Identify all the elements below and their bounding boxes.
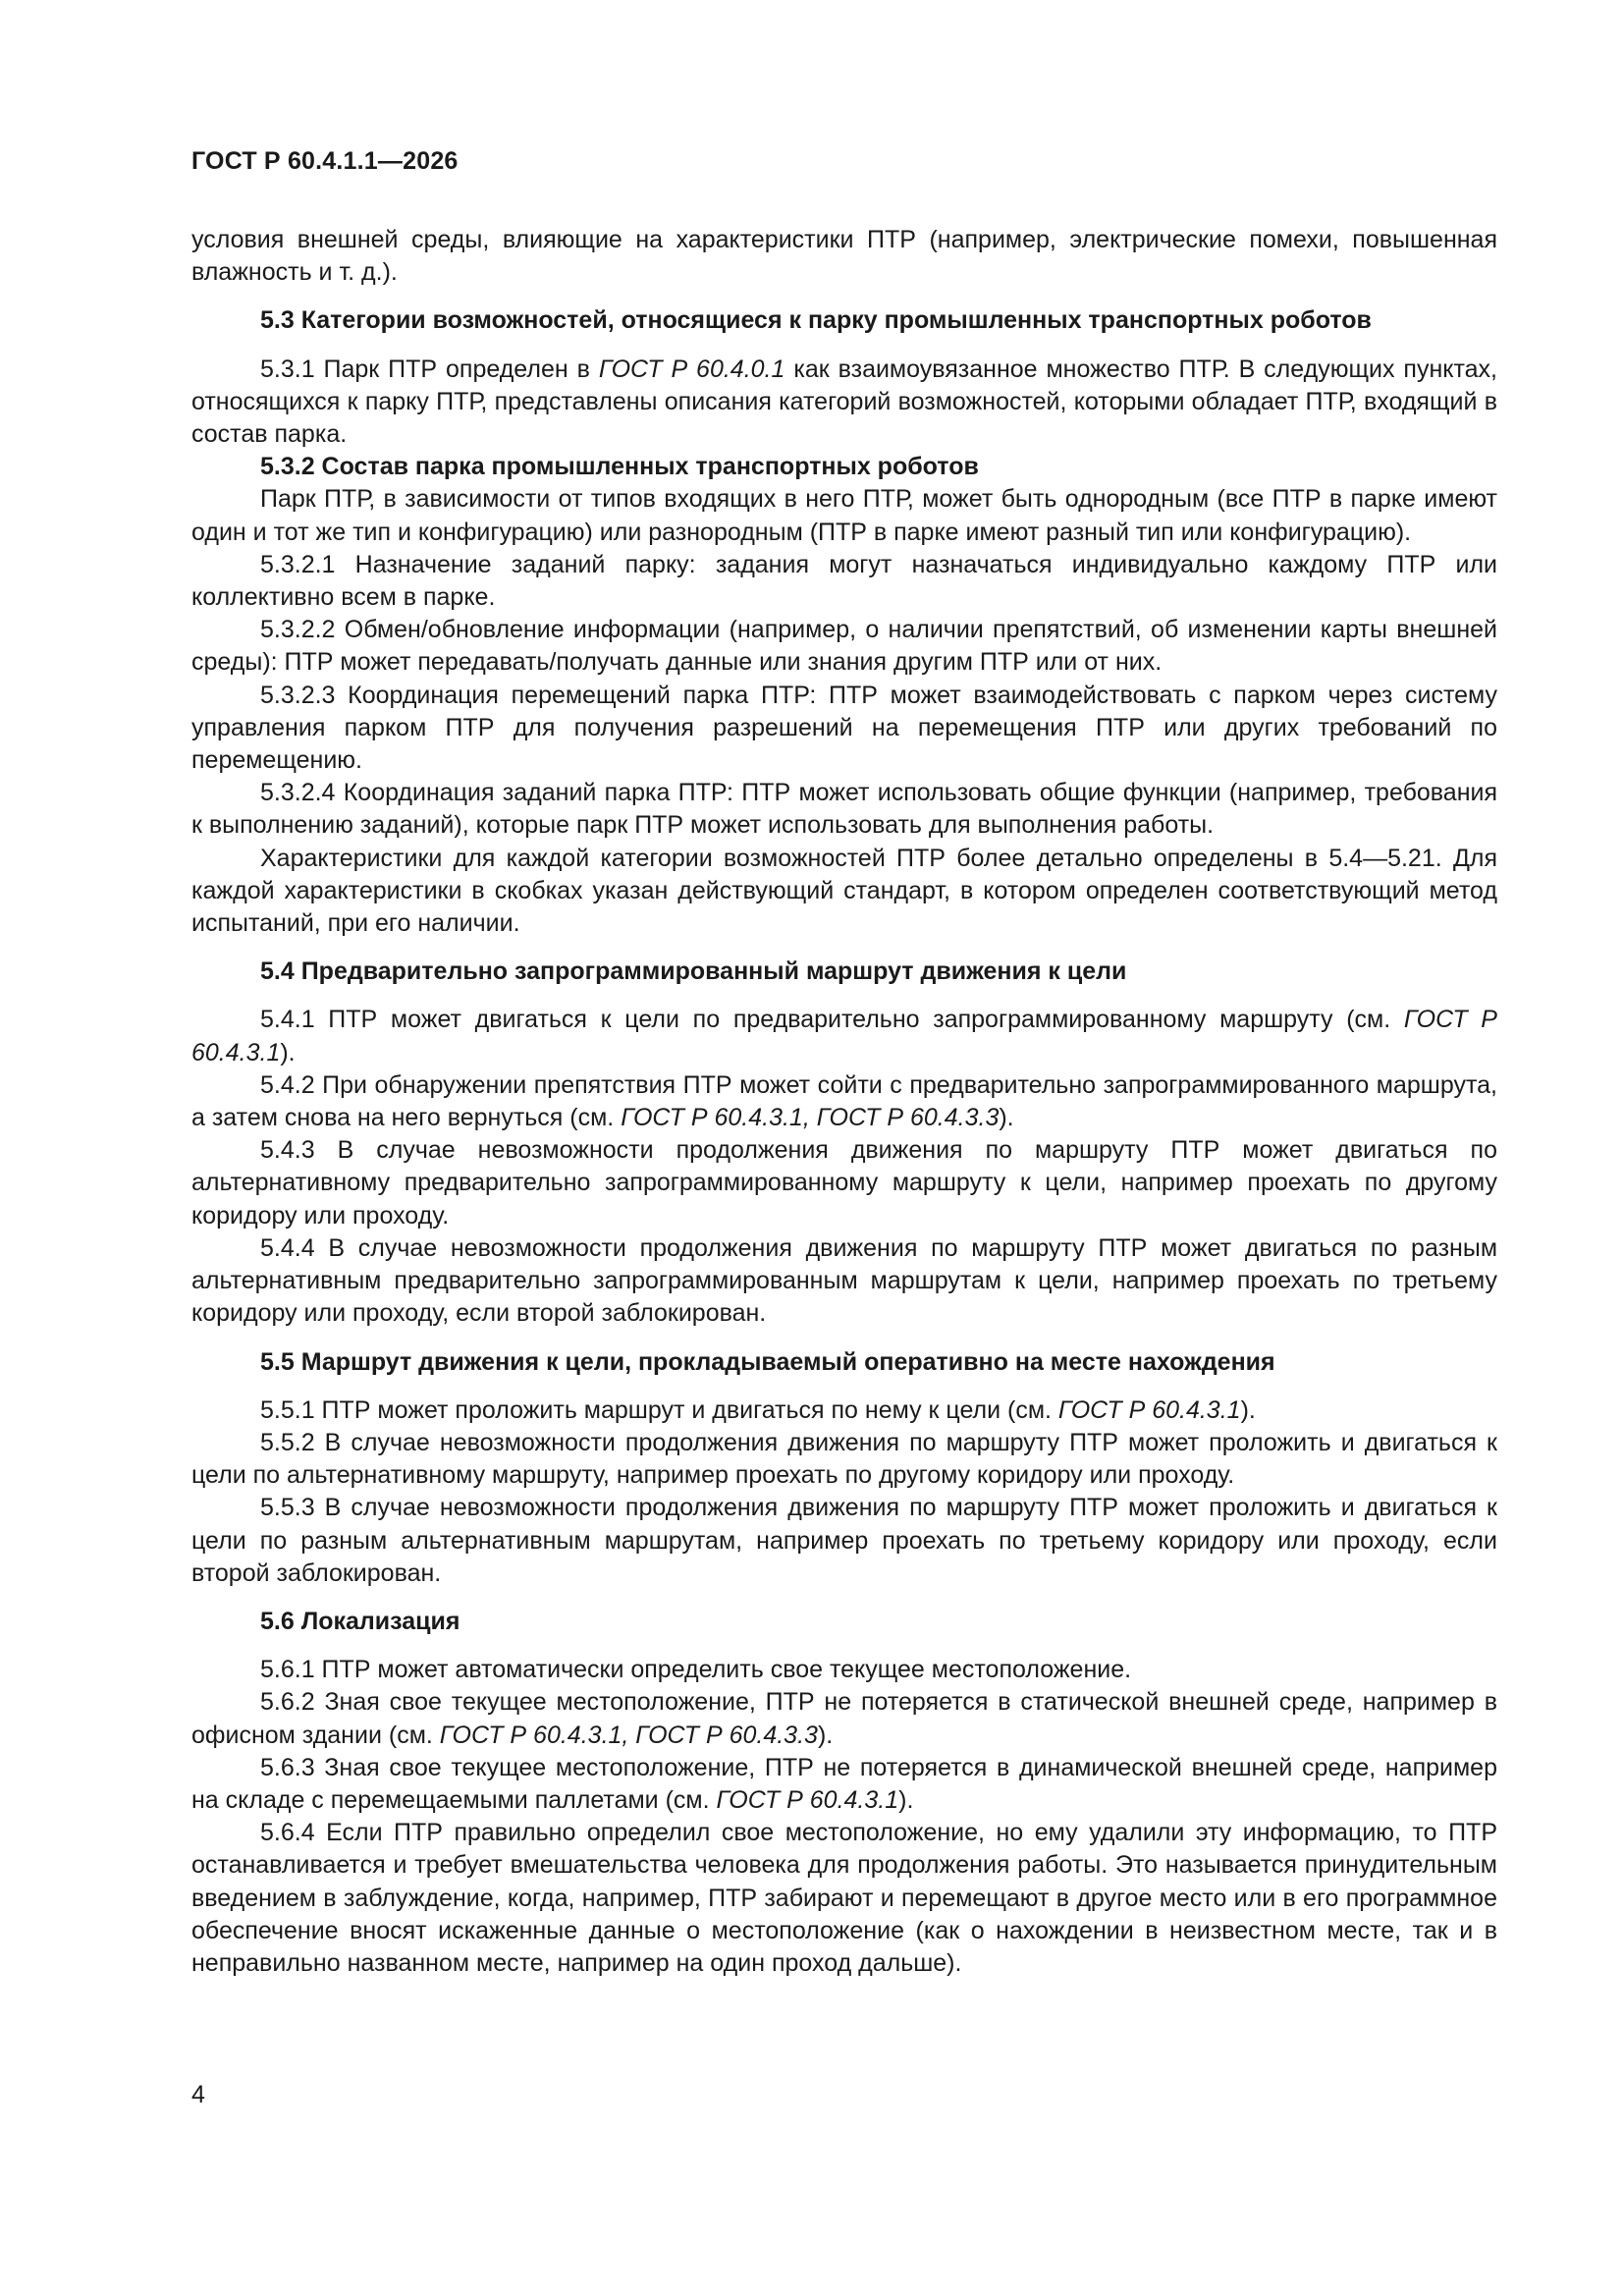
paragraph-5-5-1 — [191, 1394, 1497, 1427]
section-heading-5-6: 5.6 Локализация — [260, 1607, 460, 1635]
paragraph-5-3-2: Парк ПТР, в зависимости от типов входящих в него ПТР, может быть однородным (все ПТР в парке имеют один и тот же тип и конфигурацию) или разнородным (ПТР в парке имеют разный тип или конфигурацию). — [191, 485, 1497, 546]
section-heading-5-5: 5.5 Маршрут движения к цели, прокладываемый оперативно на месте нахождения — [260, 1347, 1275, 1376]
standard-reference: ГОСТ Р 60.4.3.1, ГОСТ Р 60.4.3.3 — [621, 1104, 1000, 1132]
text-run: ). — [999, 1104, 1014, 1132]
standard-reference: ГОСТ Р 60.4.0.1 — [598, 355, 785, 383]
text-run: 5.5.1 ПТР может проложить маршрут и двигаться по нему к цели (см. — [260, 1395, 1058, 1424]
paragraph-5-4-2 — [191, 1069, 1497, 1134]
text-run: как взаимоувязанное множество ПТР. В следующих пунктах, относящихся к парку ПТР, представлены описания категорий возможностей, которыми обладает ПТР, входящий в состав парка. — [191, 355, 1498, 449]
paragraph-5-4-3: 5.4.3 В случае невозможности продолжения движения по маршруту ПТР может двигаться по альтернативному предварительно запрограммированному маршруту к цели, например проехать по другому коридору или проходу. — [191, 1136, 1497, 1230]
standard-reference: ГОСТ Р 60.4.3.1 — [1057, 1395, 1241, 1424]
text-run: 5.3.1 Парк ПТР определен в — [260, 355, 599, 383]
text-run: 5.6.3 Зная свое текущее местоположение, ПТР не потеряется в динамической внешней среде, например на складе с перемещаемыми паллетами (см. — [191, 1753, 1497, 1814]
paragraph-5-6-2 — [191, 1686, 1497, 1751]
paragraph-5-3-1 — [191, 354, 1497, 452]
paragraph-5-4-4: 5.4.4 В случае невозможности продолжения движения по маршруту ПТР может двигаться по разным альтернативным предварительно запрограммированным маршрутам к цели, например проехать по третьему коридору или проходу, если второй заблокирован. — [191, 1233, 1497, 1328]
text-run: ). — [1240, 1395, 1256, 1424]
text-run: 5.6.2 Зная свое текущее местоположение, ПТР не потеряется в статической внешней среде, например в офисном здании (см. — [191, 1688, 1497, 1749]
paragraph-5-6-1: 5.6.1 ПТР может автоматически определить свое текущее местоположение. — [260, 1656, 1132, 1684]
paragraph-5-6-4: 5.6.4 Если ПТР правильно определил свое местоположение, но ему удалили эту информацию, то ПТР останавливается и требует вмешательства человека для продолжения работы. Это называется принудительным введением в заблуждение, когда, например, ПТР забирают и перемещают в другое место или в его программное обеспечение вносят искаженные данные о местоположение (как о нахождении в неизвестном месте, так и в неправильно названном месте, например на один проход дальше). — [191, 1819, 1497, 1977]
paragraph-5-5-2: 5.5.2 В случае невозможности продолжения движения по маршруту ПТР может проложить и двигаться к цели по альтернативному маршруту, например проехать по другому коридору или проходу. — [191, 1428, 1497, 1490]
standard-reference: ГОСТ Р 60.4.3.1, ГОСТ Р 60.4.3.3 — [439, 1721, 818, 1749]
section-heading-5-4: 5.4 Предварительно запрограммированный маршрут движения к цели — [260, 957, 1127, 986]
paragraph-continuation: условия внешней среды, влияющие на характеристики ПТР (например, электрические помехи, повышенная влажность и т. д.). — [191, 226, 1497, 287]
paragraph-5-6-3 — [191, 1752, 1497, 1817]
page-number: 4 — [191, 2081, 205, 2108]
paragraph-5-3-2-1: 5.3.2.1 Назначение заданий парку: задания могут назначаться индивидуально каждому ПТР или коллективно всем в парке. — [191, 550, 1497, 612]
paragraph-5-3-2-2: 5.3.2.2 Обмен/обновление информации (например, о наличии препятствий, об изменении карты внешней среды): ПТР может передавать/получать данные или знания другим ПТР или от них. — [191, 616, 1497, 677]
subsection-heading-5-3-2: 5.3.2 Состав парка промышленных транспортных роботов — [260, 453, 979, 481]
paragraph-5-3-2-3: 5.3.2.3 Координация перемещений парка ПТР: ПТР может взаимодействовать с парком через систему управления парком ПТР для получения разрешений на перемещения ПТР или других требований по перемещению. — [191, 681, 1497, 775]
page-body — [191, 224, 1497, 1980]
document-header-code: ГОСТ Р 60.4.1.1—2026 — [191, 147, 459, 175]
section-heading-5-3: 5.3 Категории возможностей, относящиеся к парку промышленных транспортных роботов — [260, 306, 1372, 335]
paragraph-5-4-1 — [191, 1004, 1497, 1068]
text-run: ). — [898, 1785, 914, 1814]
paragraph-5-3-2-4: 5.3.2.4 Координация заданий парка ПТР: ПТР может использовать общие функции (например, требования к выполнению заданий), которые парк ПТР может использовать для выполнения работы. — [191, 779, 1497, 840]
text-run: 5.4.1 ПТР может двигаться к цели по предварительно запрограммированному маршруту (см. — [260, 1006, 1404, 1034]
text-run: ). — [817, 1721, 834, 1749]
paragraph-5-5-3: 5.5.3 В случае невозможности продолжения движения по маршруту ПТР может проложить и двигаться к цели по разным альтернативным маршрутам, например проехать по третьему коридору или проходу, если второй заблокирован. — [191, 1494, 1497, 1587]
paragraph-characteristics: Характеристики для каждой категории возможностей ПТР более детально определены в 5.4—5.21. Для каждой характеристики в скобках указан действующий стандарт, в котором определен соответствующий метод испытаний, при его наличии. — [191, 844, 1497, 938]
text-run: 5.4.2 При обнаружении препятствия ПТР может сойти с предварительно запрограммированного маршрута, а затем снова на него вернуться (см. — [191, 1070, 1497, 1132]
text-run: ). — [280, 1038, 296, 1066]
standard-reference: ГОСТ Р 60.4.3.1 — [716, 1785, 899, 1814]
standard-reference: ГОСТ Р 60.4.3.1 — [191, 1006, 1497, 1066]
